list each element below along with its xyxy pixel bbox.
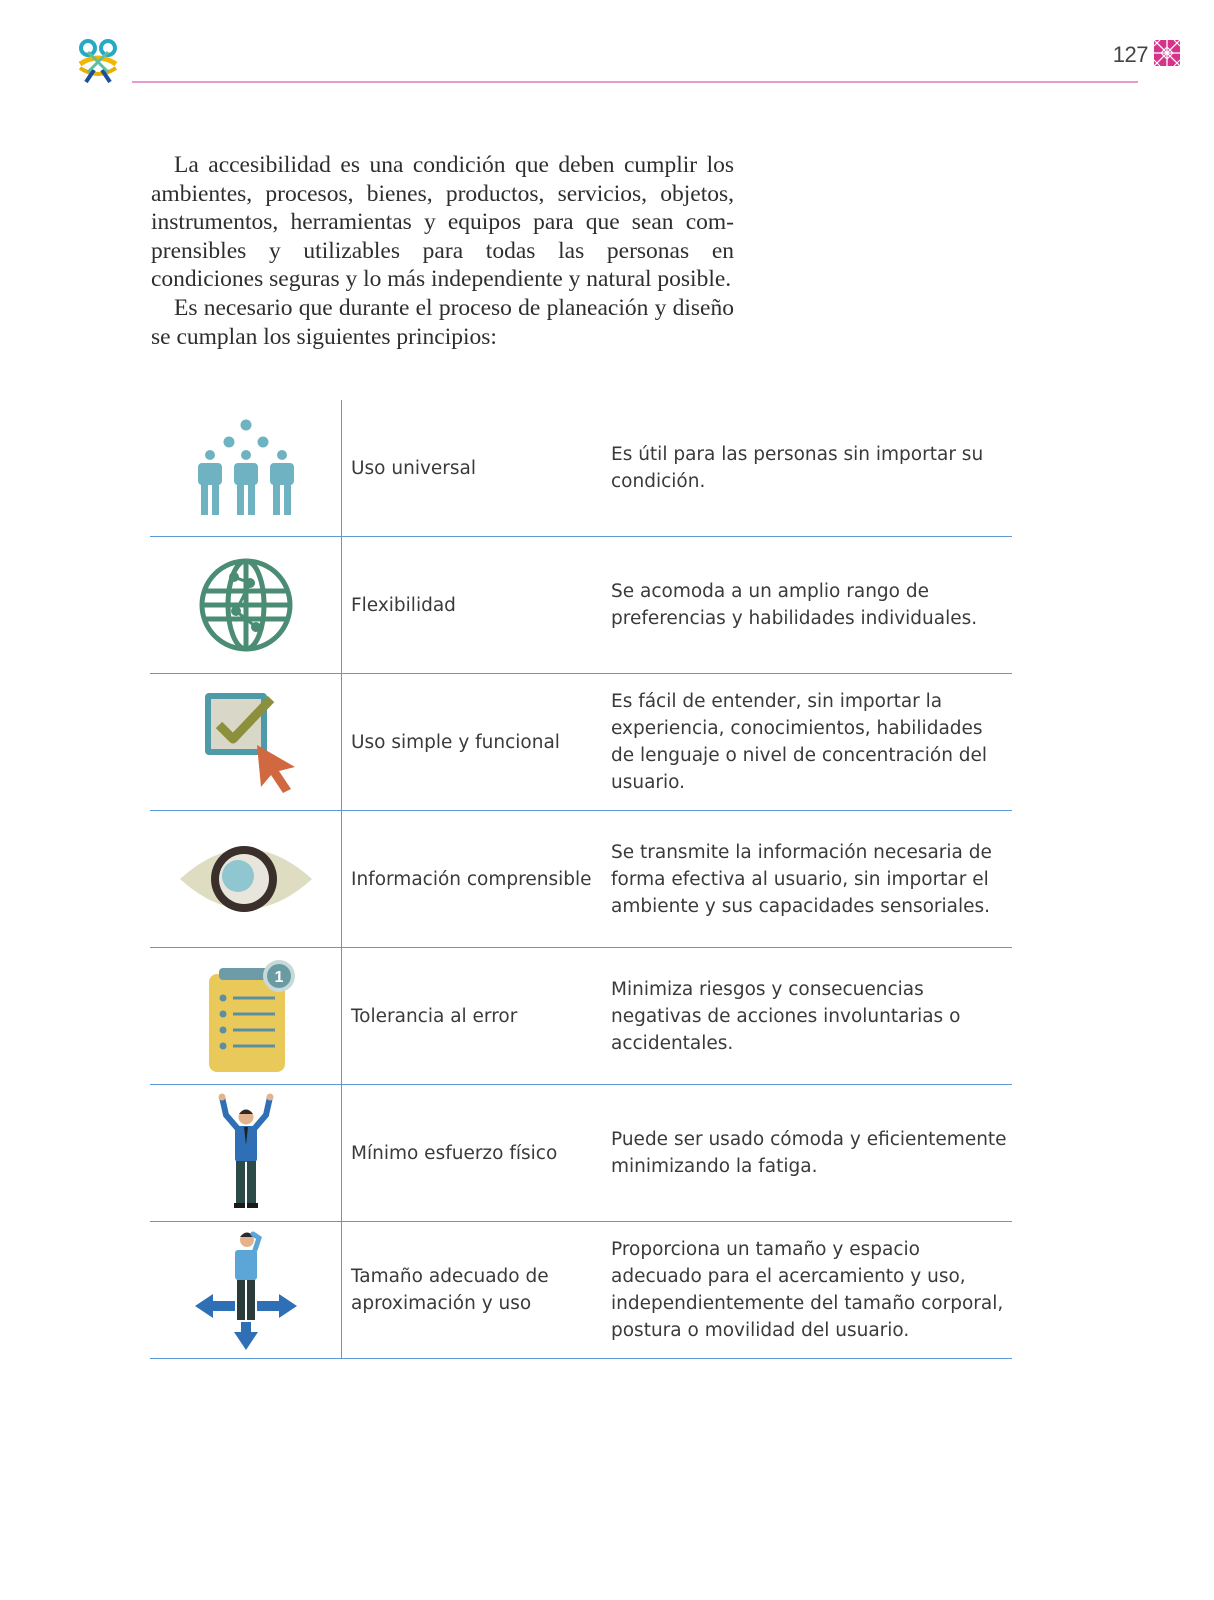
principle-description: Es fácil de entender, sin importar la experiencia, conocimientos, habilidades de lenguaje o nivel de concentración del usuario. (611, 691, 988, 793)
table-row (150, 537, 1012, 674)
principle-description: Se transmite la información necesaria de forma efectiva al usuario, sin importar el ambiente y sus capacidades sensoriales. (611, 841, 992, 917)
checklist-icon (191, 956, 301, 1076)
book-logo-icon (74, 38, 122, 86)
table-row (150, 811, 1012, 948)
table-row (150, 1085, 1012, 1222)
principles-table (150, 400, 1012, 1359)
principle-description: Minimiza riesgos y consecuencias negativas de acciones involuntarias o accidentales. (611, 978, 961, 1054)
principle-description: Proporciona un tamaño y espacio adecuado para el acercamiento y uso, independientemente del tamaño corporal, postura o movilidad del usuario. (611, 1239, 1004, 1341)
principle-name: Tamaño adecuado de aproximación y uso (351, 1266, 549, 1314)
principle-name: Uso simple y funcional (351, 731, 560, 753)
table-row (150, 400, 1012, 537)
table-row (150, 948, 1012, 1085)
people-group-icon (191, 413, 301, 523)
principle-name: Uso universal (351, 457, 477, 479)
checklist-badge: 1 (274, 969, 283, 986)
principle-name: Información comprensible (351, 868, 592, 890)
person-arms-raised-icon (206, 1093, 286, 1213)
table-row (150, 674, 1012, 811)
person-arrows-icon (191, 1228, 301, 1352)
table-row (150, 1222, 1012, 1359)
principle-description: Puede ser usado cómoda y eficientemente minimizando la fatiga. (611, 1129, 1007, 1177)
header-rule (132, 81, 1138, 83)
checkbox-cursor-icon (191, 687, 301, 797)
page-number: 127 (1112, 42, 1148, 67)
intro-text (151, 151, 734, 351)
eye-icon (176, 834, 316, 924)
principle-name: Mínimo esfuerzo físico (351, 1142, 558, 1164)
decorative-pattern-icon (1154, 40, 1180, 66)
principle-description: Se acomoda a un amplio rango de preferencias y habilidades individuales. (611, 581, 978, 629)
globe-network-icon (196, 555, 296, 655)
intro-paragraph-1: La accesibilidad es una condición que deben cumplir los ambientes, procesos, bienes, productos, servicios, objetos, instrumentos, herramientas y equipos para que sean comprensibles y utilizables para todas las personas en condiciones seguras y lo más independiente y natural posible. (151, 152, 734, 293)
principle-name: Tolerancia al error (351, 1005, 518, 1027)
intro-paragraph-2: Es necesario que durante el proceso de planeación y diseño se cumplan los siguientes principios: (151, 294, 734, 350)
principle-description: Es útil para las personas sin importar su condición. (611, 444, 984, 492)
principle-name: Flexibilidad (351, 594, 456, 616)
